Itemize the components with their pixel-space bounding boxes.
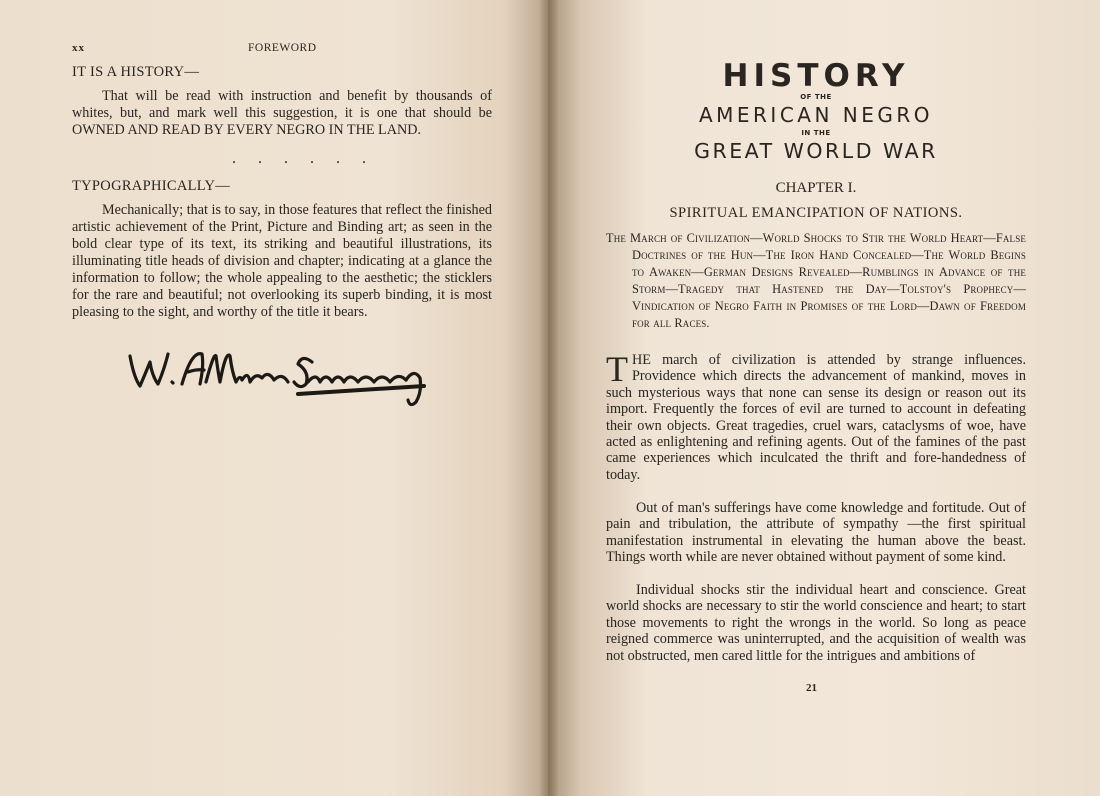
book-title-line1: HISTORY [722,58,910,94]
section-text-history: That will be read with instruction and benefit by thousands of whites, but, and mark well this suggestion, it is one that should be OWNED AND READ BY EVERY NEGRO IN THE LAND. [72,88,492,138]
paragraph-2: Out of man's sufferings have come knowledge and fortitude. Out of pain and tribulation, the attribute of sympathy —the first spiritual manifestation instrumental in elevating the human above the beast. Things worth while are never obtained without payment of some kind. [606,500,1026,566]
page-number-left: xx [72,42,85,54]
section-heading-typographically: TYPOGRAPHICALLY— [72,178,231,194]
title-connector-in-the: IN THE [801,129,831,137]
paragraph-3: Individual shocks stir the individual heart and conscience. Great world shocks are necessary to stir the world conscience and heart; to start those movements to right the wrongs in the world. So long as peace reigned commerce was uninterrupted, and the acquisition of wealth was not obstructed, men cared little for the intrigues and ambitions of [606,582,1026,664]
running-title: FOREWORD [248,42,317,54]
book-gutter [540,0,558,796]
page-number-right: 21 [806,682,817,694]
chapter-synopsis: The March of Civilization—World Shocks to Stir the World Heart—False Doctrines of the Hun—The Iron Hand Concealed—The World Begins to Awaken—German Designs Revealed—Rumblings in Advance of the Storm—Tragedy that Hastened the Day—Tolstoy's Prophecy—Vindication of Negro Faith in Promises of the Lord—Dawn of Freedom for all Races. [606,231,1026,330]
separator-dots: . . . . . . [232,150,375,167]
section-heading-history: IT IS A HISTORY— [72,64,200,80]
paragraph-1 [606,349,1026,483]
chapter-title: SPIRITUAL EMANCIPATION OF NATIONS. [669,205,963,221]
section-text-typographically: Mechanically; that is to say, in those features that reflect the finished artistic achievement of the Print, Picture and Binding art; as seen in the bold clear type of its text, its striking and beautiful illustrations, its illuminating title heads of division and chapter; indicating at a glance the information to follow; the whole appealing to the aesthetic; the sticklers for the rare and beautiful; not overlooking its superb binding, it is most pleasing to the sight, and worthy of the title it bears. [72,202,492,320]
drop-cap: T [606,349,628,389]
chapter-number: CHAPTER I. [775,180,857,196]
book-title-line3: GREAT WORLD WAR [694,139,938,163]
signature [122,342,452,417]
title-connector-of-the: OF THE [800,93,832,101]
book-title-line2: AMERICAN NEGRO [698,103,934,127]
running-head [72,42,492,58]
paragraph-1-text: HE march of civilization is attended by strange influences. Providence which directs the advancement of mankind, moves in such mysterious ways that none can sense its design or reason out its import. Frequently the forces of evil are turned to account in defeating their own objects. Great tragedies, cruel wars, cataclysms of woe, have acted as enlightening and refining agents. Out of the famines of the past came experiences which inculcated the thrift and fore-handedness of today. [606,352,1026,483]
